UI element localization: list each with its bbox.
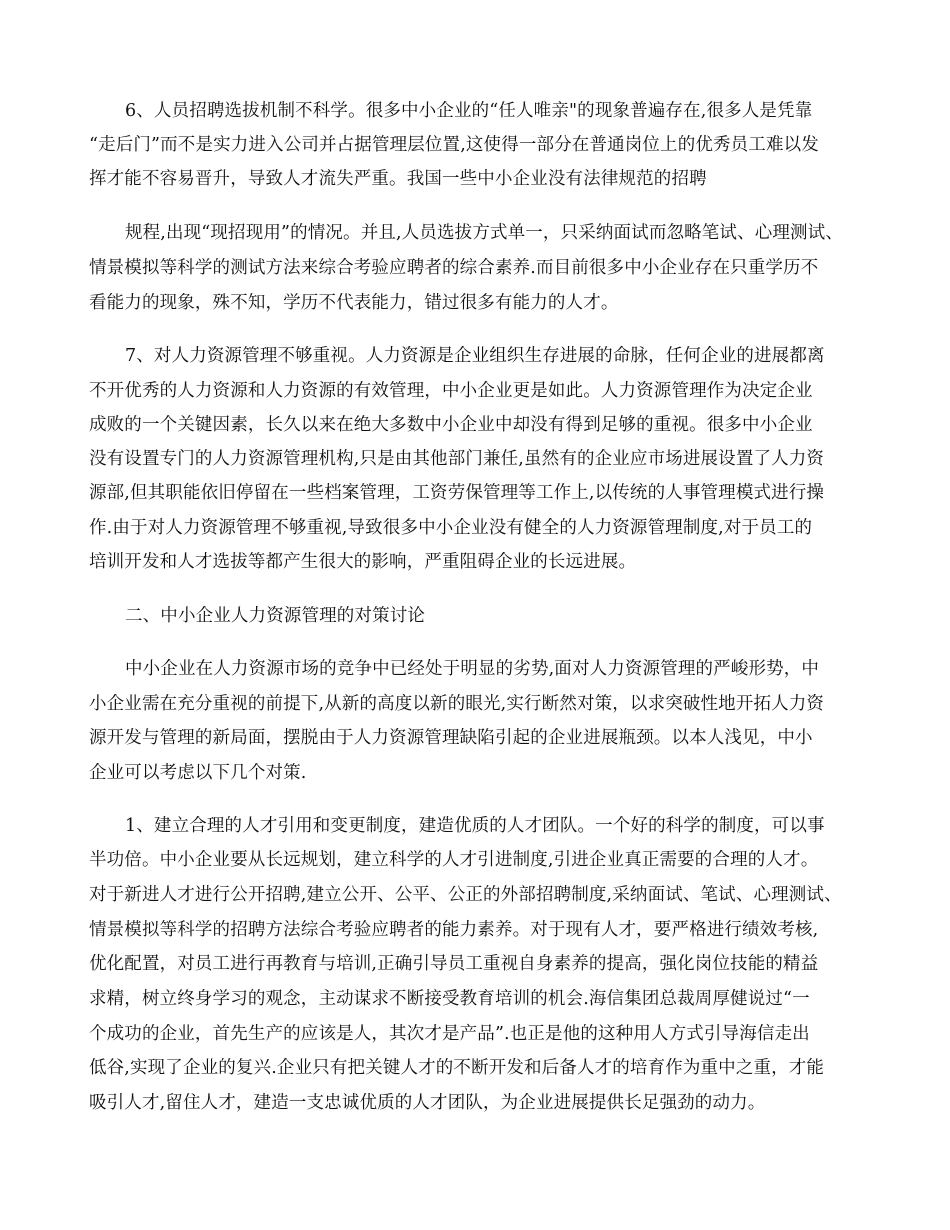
paragraph-7-line-4: 没有设置专门的人力资源管理机构,只是由其他部门兼任,虽然有的企业应市场进展设置了人力资	[89, 449, 825, 469]
paragraph-intro-line-1: 中小企业在人力资源市场的竞争中已经处于明显的劣势,面对人力资源管理的严峻形势，中	[125, 659, 820, 679]
paragraph-1-line-7: 个成功的企业，首先生产的应该是人，其次才是产品”.也正是他的这种用人方式引导海信走出	[89, 1024, 810, 1044]
paragraph-7-line-3: 成败的一个关键因素，长久以来在绝大多数中小企业中却没有得到足够的重视。很多中小企业	[89, 415, 813, 435]
paragraph-1-line-6: 求精，树立终身学习的观念，主动谋求不断接受教育培训的机会.海信集团总裁周厚健说过“一	[89, 989, 810, 1009]
paragraph-6b-line-2: 情景模拟等科学的测试方法来综合考验应聘者的综合素养.而目前很多中小企业存在只重学历不	[89, 258, 819, 278]
paragraph-6-line-1: 6、人员招聘选拔机制不科学。很多中小企业的“任人唯亲"的现象普遍存在,很多人是凭靠	[125, 101, 813, 121]
paragraph-1-line-3: 对于新进人才进行公开招聘,建立公开、公平、公正的外部招聘制度,采纳面试、笔试、心理测试、	[89, 885, 842, 905]
paragraph-6b-line-1: 规程,出现“现招现用”的情况。并且,人员选拔方式单一，只采纳面试而忽略笔试、心理测试、	[125, 223, 843, 243]
paragraph-7-line-2: 不开优秀的人力资源和人力资源的有效管理，中小企业更是如此。人力资源管理作为决定企业	[89, 381, 813, 401]
paragraph-intro-line-4: 企业可以考虑以下几个对策.	[89, 763, 307, 783]
section-heading: 二、中小企业人力资源管理的对策讨论	[125, 606, 426, 626]
paragraph-7-line-1: 7、对人力资源管理不够重视。人力资源是企业组织生存进展的命脉，任何企业的进展都离	[125, 346, 825, 366]
paragraph-7-line-7: 培训开发和人才选拔等都产生很大的影响，严重阻碍企业的长远进展。	[89, 552, 637, 572]
paragraph-1-line-5: 优化配置，对员工进行再教育与培训,正确引导员工重视自身素养的提高，强化岗位技能的精益	[89, 954, 819, 974]
paragraph-1-line-9: 吸引人才,留住人才，建造一支忠诚优质的人才团队，为企业进展提供长足强劲的动力。	[89, 1093, 766, 1113]
paragraph-intro-line-2: 小企业需在充分重视的前提下,从新的高度以新的眼光,实行断然对策，以求突破性地开拓人力资	[89, 694, 825, 714]
paragraph-6-line-3: 挥才能不容易晋升，导致人才流失严重。我国一些中小企业没有法律规范的招聘	[89, 169, 707, 189]
paragraph-7-line-5: 源部,但其职能依旧停留在一些档案管理，工资劳保管理等工作上,以传统的人事管理模式进行操	[89, 483, 825, 503]
paragraph-1-line-2: 半功倍。中小企业要从长远规划，建立科学的人才引进制度,引进企业真正需要的合理的人才。	[89, 850, 819, 870]
paragraph-1-line-1: 1、建立合理的人才引用和变更制度，建造优质的人才团队。一个好的科学的制度，可以事	[125, 816, 825, 836]
paragraph-1-line-8: 低谷,实现了企业的复兴.企业只有把关键人才的不断开发和后备人才的培育作为重中之重，才能	[89, 1058, 825, 1078]
paragraph-6-line-2: “走后门”而不是实力进入公司并占据管理层位置,这使得一部分在普通岗位上的优秀员工难以发	[89, 135, 819, 155]
paragraph-1-line-4: 情景模拟等科学的招聘方法综合考验应聘者的能力素养。对于现有人才，要严格进行绩效考核,	[89, 920, 819, 940]
paragraph-6b-line-3: 看能力的现象，殊不知，学历不代表能力，错过很多有能力的人才。	[89, 293, 619, 313]
paragraph-7-line-6: 作.由于对人力资源管理不够重视,导致很多中小企业没有健全的人力资源管理制度,对于员工的	[89, 518, 813, 538]
paragraph-intro-line-3: 源开发与管理的新局面，摆脱由于人力资源管理缺陷引起的企业进展瓶颈。以本人浅见，中小	[89, 728, 813, 748]
